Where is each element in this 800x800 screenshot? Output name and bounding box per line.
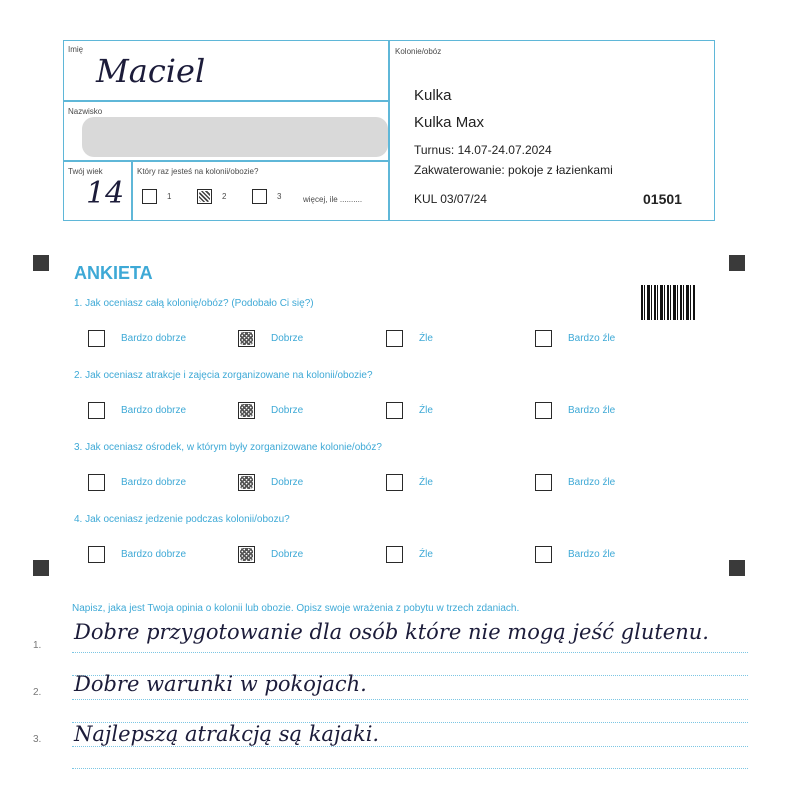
surname-label: Nazwisko: [68, 107, 103, 116]
times-option-1[interactable]: [142, 189, 171, 204]
survey-title: ANKIETA: [74, 263, 153, 283]
times-option-3[interactable]: [252, 189, 281, 204]
question-text: 4. Jak oceniasz jedzenie podczas kolonii/obozu?: [74, 514, 290, 525]
answer-checkbox[interactable]: [238, 474, 255, 491]
answer-checkbox[interactable]: [386, 330, 403, 347]
answer-option[interactable]: [386, 546, 433, 563]
answer-option[interactable]: [238, 402, 303, 419]
times-checkbox-3[interactable]: [252, 189, 267, 204]
age-label: Twój wiek: [68, 167, 103, 176]
answer-label: Bardzo dobrze: [121, 405, 187, 416]
writing-line: [72, 746, 748, 747]
answer-checkbox[interactable]: [535, 546, 552, 563]
line-number: 1.: [33, 640, 42, 651]
answer-label: Dobrze: [271, 477, 304, 488]
answer-option[interactable]: [238, 474, 303, 491]
question-text: 3. Jak oceniasz ośrodek, w którym były zorganizowane kolonie/obóz?: [74, 442, 382, 453]
opinion-prompt: Napisz, jaka jest Twoja opinia o kolonii lub obozie. Opisz swoje wrażenia z pobytu w trzech zdaniach.: [72, 603, 520, 614]
camp-subname: Kulka Max: [414, 114, 485, 131]
answer-checkbox[interactable]: [88, 546, 105, 563]
answer-option[interactable]: [535, 546, 615, 563]
writing-line: [72, 652, 748, 653]
question-text: 2. Jak oceniasz atrakcje i zajęcia zorganizowane na kolonii/obozie?: [74, 370, 373, 381]
opinion-line-3[interactable]: Najlepszą atrakcją są kajaki.: [74, 722, 380, 746]
form-number: 01501: [643, 191, 682, 207]
answer-option[interactable]: [386, 402, 433, 419]
registration-marker: [729, 560, 745, 576]
answer-checkbox[interactable]: [88, 402, 105, 419]
registration-marker: [729, 255, 745, 271]
writing-line: [72, 768, 748, 769]
answer-option[interactable]: [88, 474, 186, 491]
answer-label: Źle: [419, 333, 433, 344]
answer-label: Bardzo dobrze: [121, 549, 187, 560]
opinion-line-2[interactable]: Dobre warunki w pokojach.: [74, 672, 367, 696]
line-number: 3.: [33, 734, 42, 745]
camp-label: Kolonie/obóz: [395, 47, 442, 56]
camp-name: Kulka: [414, 87, 452, 104]
answer-label: Źle: [419, 405, 433, 416]
answer-checkbox[interactable]: [386, 402, 403, 419]
answer-checkbox[interactable]: [535, 474, 552, 491]
answer-checkbox[interactable]: [386, 474, 403, 491]
answer-option[interactable]: [535, 402, 615, 419]
barcode: [641, 285, 695, 320]
times-label: Który raz jesteś na kolonii/obozie?: [137, 167, 259, 176]
times-option-label: 1: [167, 192, 172, 201]
times-checkbox-2[interactable]: [197, 189, 212, 204]
answer-option[interactable]: [88, 402, 186, 419]
answer-checkbox[interactable]: [238, 402, 255, 419]
answer-option[interactable]: [386, 330, 433, 347]
redacted-surname: [82, 117, 388, 157]
answer-checkbox[interactable]: [238, 546, 255, 563]
answer-option[interactable]: [238, 330, 303, 347]
times-checkbox-1[interactable]: [142, 189, 157, 204]
answer-label: Bardzo źle: [568, 333, 616, 344]
registration-marker: [33, 255, 49, 271]
answer-label: Bardzo źle: [568, 405, 616, 416]
answer-option[interactable]: [535, 474, 615, 491]
answer-checkbox[interactable]: [386, 546, 403, 563]
answer-label: Źle: [419, 549, 433, 560]
name-value: Maciel: [96, 52, 206, 90]
answer-option[interactable]: [88, 546, 186, 563]
answer-checkbox[interactable]: [535, 402, 552, 419]
answer-label: Bardzo dobrze: [121, 477, 187, 488]
answer-label: Źle: [419, 477, 433, 488]
answer-label: Bardzo źle: [568, 549, 616, 560]
writing-line: [72, 699, 748, 700]
name-label: Imię: [68, 45, 84, 54]
answer-option[interactable]: [238, 546, 303, 563]
question-text: 1. Jak oceniasz całą kolonię/obóz? (Podobało Ci się?): [74, 298, 314, 309]
age-value: 14: [86, 176, 125, 211]
times-option-label: 3: [277, 192, 282, 201]
line-number: 2.: [33, 687, 42, 698]
turnus-text: Turnus: 14.07-24.07.2024: [414, 143, 552, 157]
answer-checkbox[interactable]: [88, 330, 105, 347]
camp-code: KUL 03/07/24: [414, 192, 487, 206]
answer-option[interactable]: [386, 474, 433, 491]
answer-label: Bardzo dobrze: [121, 333, 187, 344]
registration-marker: [33, 560, 49, 576]
opinion-line-1[interactable]: Dobre przygotowanie dla osób które nie mogą jeść glutenu.: [74, 620, 709, 644]
answer-checkbox[interactable]: [88, 474, 105, 491]
times-more-label: więcej, ile ..........: [303, 195, 363, 204]
times-option-2[interactable]: [197, 189, 226, 204]
answer-label: Dobrze: [271, 333, 304, 344]
answer-label: Dobrze: [271, 405, 304, 416]
times-option-label: 2: [222, 192, 227, 201]
answer-label: Bardzo źle: [568, 477, 616, 488]
answer-label: Dobrze: [271, 549, 304, 560]
accommodation-text: Zakwaterowanie: pokoje z łazienkami: [414, 163, 613, 177]
answer-option[interactable]: [88, 330, 186, 347]
answer-checkbox[interactable]: [238, 330, 255, 347]
answer-option[interactable]: [535, 330, 615, 347]
answer-checkbox[interactable]: [535, 330, 552, 347]
